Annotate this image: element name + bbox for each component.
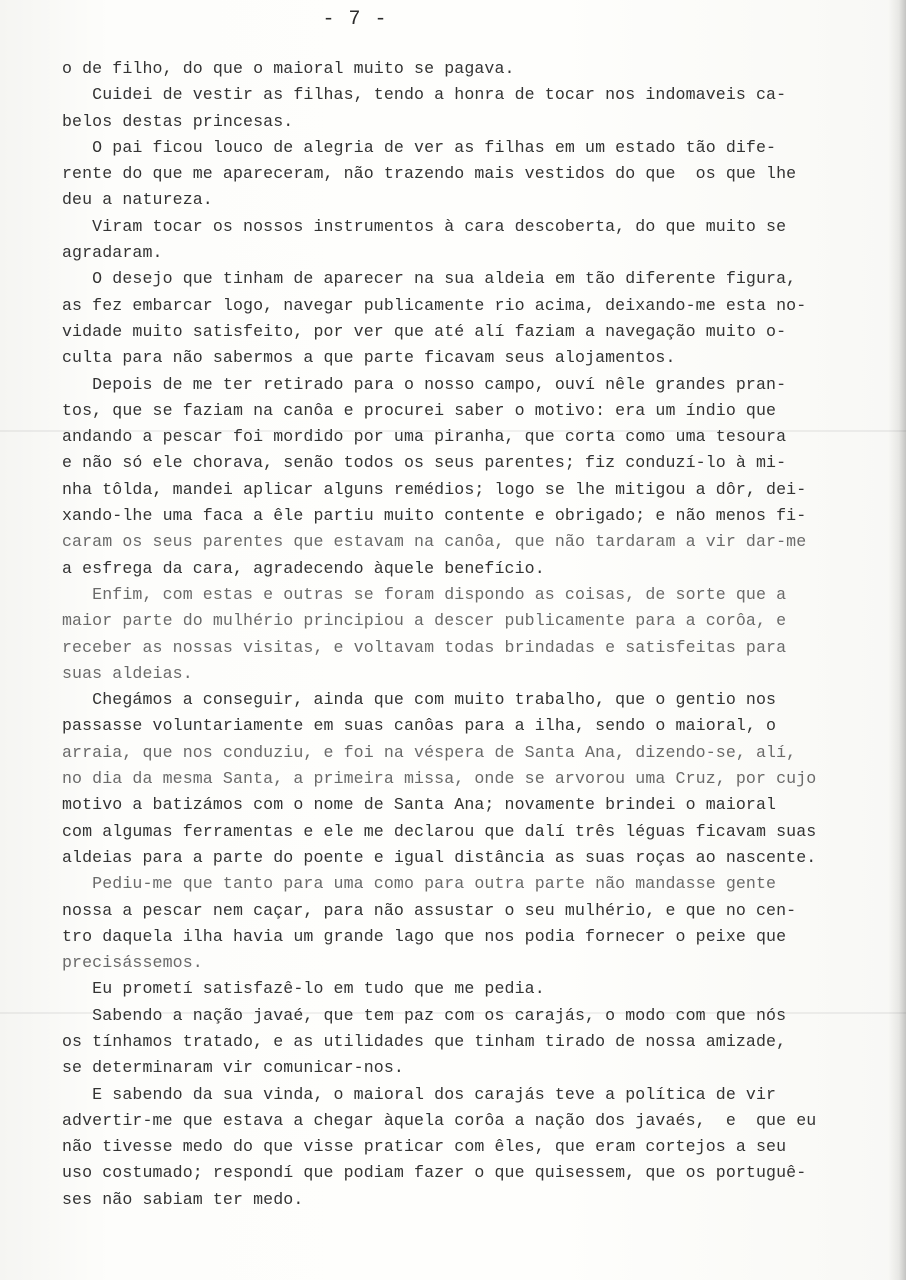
text-line: passasse voluntariamente em suas canôas para a ilha, sendo o maioral, o xyxy=(62,716,777,736)
text-line: rente do que me apareceram, não trazendo mais vestidos do que os que lhe xyxy=(62,164,797,184)
text-line: as fez embarcar logo, navegar publicamente rio acima, deixando-me esta no- xyxy=(62,295,807,315)
text-line: nha tôlda, mandei aplicar alguns remédios; logo se lhe mitigou a dôr, dei- xyxy=(62,479,807,499)
text-line: O desejo que tinham de aparecer na sua aldeia em tão diferente figura, xyxy=(62,269,797,289)
paper-edge-shadow xyxy=(888,0,906,1280)
text-line: uso costumado; respondí que podiam fazer o que quisessem, que os portuguê- xyxy=(62,1163,807,1183)
text-line: tro daquela ilha havia um grande lago que nos podia fornecer o peixe que xyxy=(62,926,787,946)
text-line: Cuidei de vestir as filhas, tendo a honra de tocar nos indomaveis ca- xyxy=(62,85,787,105)
text-line: agradaram. xyxy=(62,243,163,263)
text-line: xando-lhe uma faca a êle partiu muito contente e obrigado; e não menos fi- xyxy=(62,506,807,526)
text-line: Viram tocar os nossos instrumentos à cara descoberta, do que muito se xyxy=(62,216,787,236)
text-line: Sabendo a nação javaé, que tem paz com os carajás, o modo com que nós xyxy=(62,1005,787,1025)
text-line: arraia, que nos conduziu, e foi na véspera de Santa Ana, dizendo-se, alí, xyxy=(62,742,797,762)
text-line: motivo a batizámos com o nome de Santa Ana; novamente brindei o maioral xyxy=(62,795,777,815)
text-line: Pediu-me que tanto para uma como para outra parte não mandasse gente xyxy=(62,874,777,894)
text-line: advertir-me que estava a chegar àquela corôa a nação dos javaés, e que eu xyxy=(62,1110,817,1130)
text-line: Depois de me ter retirado para o nosso campo, ouví nêle grandes pran- xyxy=(62,374,787,394)
text-line: a esfrega da cara, agradecendo àquele benefício. xyxy=(62,558,545,578)
text-line: Enfim, com estas e outras se foram dispondo as coisas, de sorte que a xyxy=(62,584,787,604)
text-line: os tínhamos tratado, e as utilidades que tinham tirado de nossa amizade, xyxy=(62,1031,787,1051)
text-line: não tivesse medo do que visse praticar com êles, que eram cortejos a seu xyxy=(62,1137,787,1157)
text-line: suas aldeias. xyxy=(62,663,193,683)
text-line: aldeias para a parte do poente e igual distância as suas roças ao nascente. xyxy=(62,847,817,867)
text-line: precisássemos. xyxy=(62,953,203,973)
text-line: nossa a pescar nem caçar, para não assustar o seu mulhério, e que no cen- xyxy=(62,900,797,920)
text-line: maior parte do mulhério principiou a descer publicamente para a corôa, e xyxy=(62,611,787,631)
text-line: culta para não sabermos a que parte ficavam seus alojamentos. xyxy=(62,348,676,368)
page-number: - 7 - xyxy=(322,8,388,31)
text-line: tos, que se faziam na canôa e procurei saber o motivo: era um índio que xyxy=(62,400,777,420)
text-line: ses não sabiam ter medo. xyxy=(62,1189,304,1209)
text-line: caram os seus parentes que estavam na canôa, que não tardaram a vir dar-me xyxy=(62,532,807,552)
text-line: receber as nossas visitas, e voltavam todas brindadas e satisfeitas para xyxy=(62,637,787,657)
text-line: no dia da mesma Santa, a primeira missa, onde se arvorou uma Cruz, por cujo xyxy=(62,769,817,789)
text-line: E sabendo da sua vinda, o maioral dos carajás teve a política de vir xyxy=(62,1084,777,1104)
text-line: e não só ele chorava, senão todos os seus parentes; fiz conduzí-lo à mi- xyxy=(62,453,787,473)
text-line: deu a natureza. xyxy=(62,190,213,210)
text-line: O pai ficou louco de alegria de ver as filhas em um estado tão dife- xyxy=(62,137,777,157)
text-line: se determinaram vir comunicar-nos. xyxy=(62,1058,404,1078)
typewritten-body xyxy=(62,56,862,1213)
text-line: o de filho, do que o maioral muito se pagava. xyxy=(62,59,515,78)
text-line: Eu prometí satisfazê-lo em tudo que me pedia. xyxy=(62,979,545,999)
text-line: com algumas ferramentas e ele me declarou que dalí três léguas ficavam suas xyxy=(62,821,817,841)
text-line: Chegámos a conseguir, ainda que com muito trabalho, que o gentio nos xyxy=(62,690,777,710)
text-line: andando a pescar foi mordido por uma piranha, que corta como uma tesoura xyxy=(62,427,787,447)
text-line: vidade muito satisfeito, por ver que até alí faziam a navegação muito o- xyxy=(62,321,787,341)
text-line: belos destas princesas. xyxy=(62,111,294,131)
